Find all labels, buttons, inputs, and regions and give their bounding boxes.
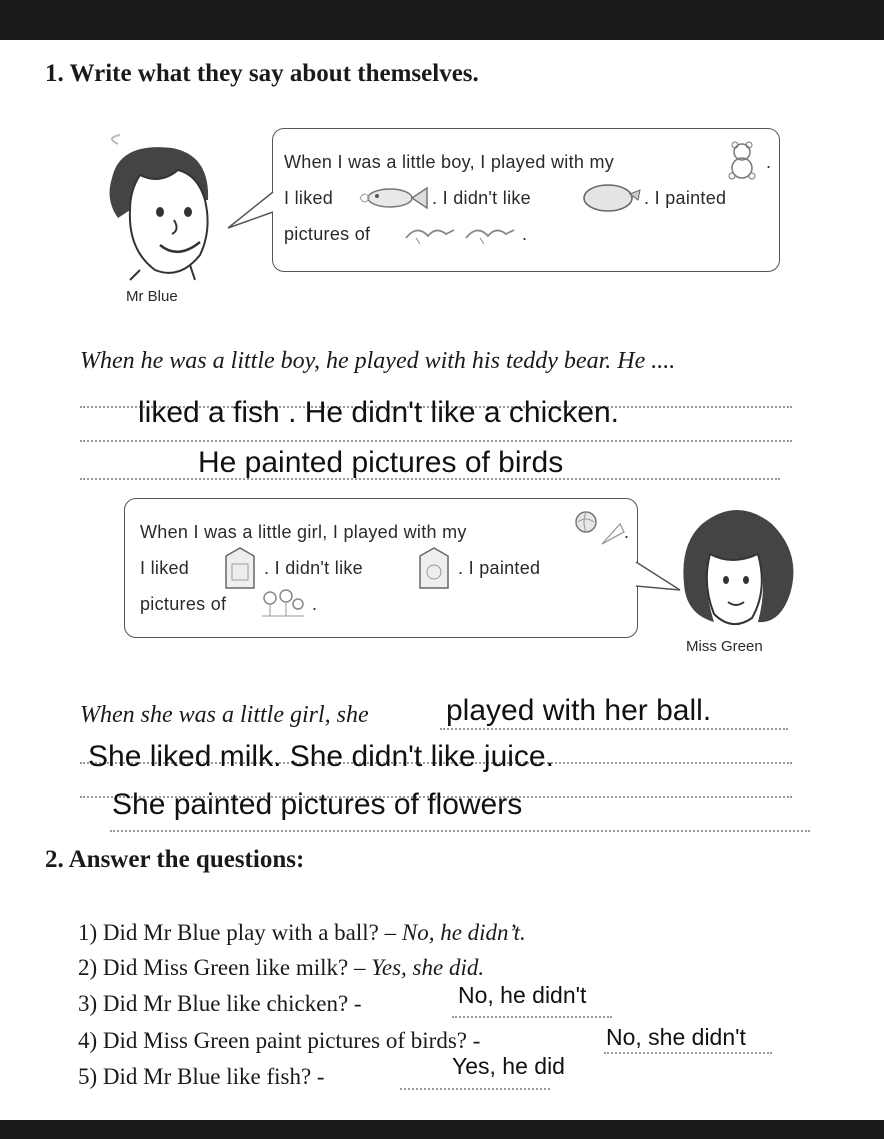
- bubble-period: .: [766, 152, 772, 172]
- question-text: 2) Did Miss Green like milk? –: [78, 955, 366, 980]
- miss-green-answer-line3: She painted pictures of flowers: [112, 788, 523, 821]
- answer-dotted-line: [110, 830, 810, 832]
- miss-green-face-icon: [672, 504, 802, 634]
- miss-green-label: Miss Green: [686, 638, 763, 655]
- printed-answer: No, he didn’t.: [401, 920, 526, 945]
- fish-icon: [355, 184, 430, 212]
- miss-green-bubble-line1: When I was a little girl, I played with my: [140, 522, 467, 542]
- ball-icon: [572, 510, 630, 550]
- mr-blue-label: Mr Blue: [126, 288, 178, 305]
- worksheet-page: [0, 40, 884, 1120]
- bird-icon: [402, 220, 522, 246]
- chicken-icon: [580, 182, 642, 214]
- written-answer-3: No, he didn't: [458, 982, 587, 1008]
- answer-dotted-line: [440, 728, 788, 730]
- miss-green-printed-sentence: When she was a little girl, she: [80, 702, 369, 728]
- answer-dotted-line: [400, 1088, 550, 1090]
- mr-blue-bubble-line2a: I liked: [284, 188, 334, 208]
- mr-blue-face-icon: [100, 130, 230, 290]
- question-text: 1) Did Mr Blue play with a ball? –: [78, 920, 397, 945]
- mr-blue-bubble-line2b: . I didn't like: [432, 188, 531, 208]
- miss-green-answer-line2: She liked milk. She didn't like juice.: [88, 740, 554, 773]
- miss-green-bubble-line2a: I liked: [140, 558, 190, 578]
- teddy-bear-icon: [722, 140, 762, 180]
- mr-blue-bubble-line2c: . I painted: [644, 188, 727, 208]
- question-2: [78, 955, 484, 981]
- question-4: [78, 1028, 480, 1054]
- question-text: 3) Did Mr Blue like chicken? -: [78, 991, 362, 1016]
- bubble-period: .: [522, 224, 528, 244]
- mr-blue-bubble-line3: pictures of: [284, 224, 371, 244]
- question-5: [78, 1064, 325, 1090]
- question-text: 4) Did Miss Green paint pictures of birds? -: [78, 1028, 481, 1053]
- bubble-period: .: [312, 594, 318, 614]
- written-answer-5: Yes, he did: [452, 1053, 565, 1079]
- answer-dotted-line: [604, 1052, 772, 1054]
- written-answer-4: No, she didn't: [606, 1024, 746, 1050]
- answer-dotted-line: [80, 440, 792, 442]
- question-1: [78, 920, 526, 946]
- mr-blue-answer-line2: He painted pictures of birds: [198, 446, 564, 479]
- mr-blue-printed-sentence: When he was a little boy, he played with his teddy bear. He ....: [80, 348, 676, 374]
- answer-dotted-line: [452, 1016, 612, 1018]
- miss-green-bubble-line2b: . I didn't like: [264, 558, 363, 578]
- exercise-2-heading: 2. Answer the questions:: [45, 846, 305, 873]
- flower-icon: [256, 586, 310, 620]
- juice-carton-icon: [414, 546, 454, 590]
- question-text: 5) Did Mr Blue like fish? -: [78, 1064, 325, 1089]
- miss-green-answer-line1: played with her ball.: [446, 694, 712, 727]
- miss-green-speech-bubble: [124, 498, 638, 638]
- exercise-1-heading: 1. Write what they say about themselves.: [45, 60, 479, 87]
- milk-carton-icon: [220, 546, 260, 590]
- bubble-period: .: [624, 522, 630, 542]
- question-3: [78, 991, 362, 1017]
- mr-blue-answer-line1: liked a fish . He didn't like a chicken.: [138, 396, 619, 429]
- answer-dotted-line: [80, 478, 780, 480]
- miss-green-bubble-line3: pictures of: [140, 594, 227, 614]
- miss-green-bubble-line2c: . I painted: [458, 558, 541, 578]
- bubble-tail: [226, 190, 276, 230]
- printed-answer: Yes, she did.: [371, 955, 485, 980]
- mr-blue-bubble-line1: When I was a little boy, I played with my: [284, 152, 615, 172]
